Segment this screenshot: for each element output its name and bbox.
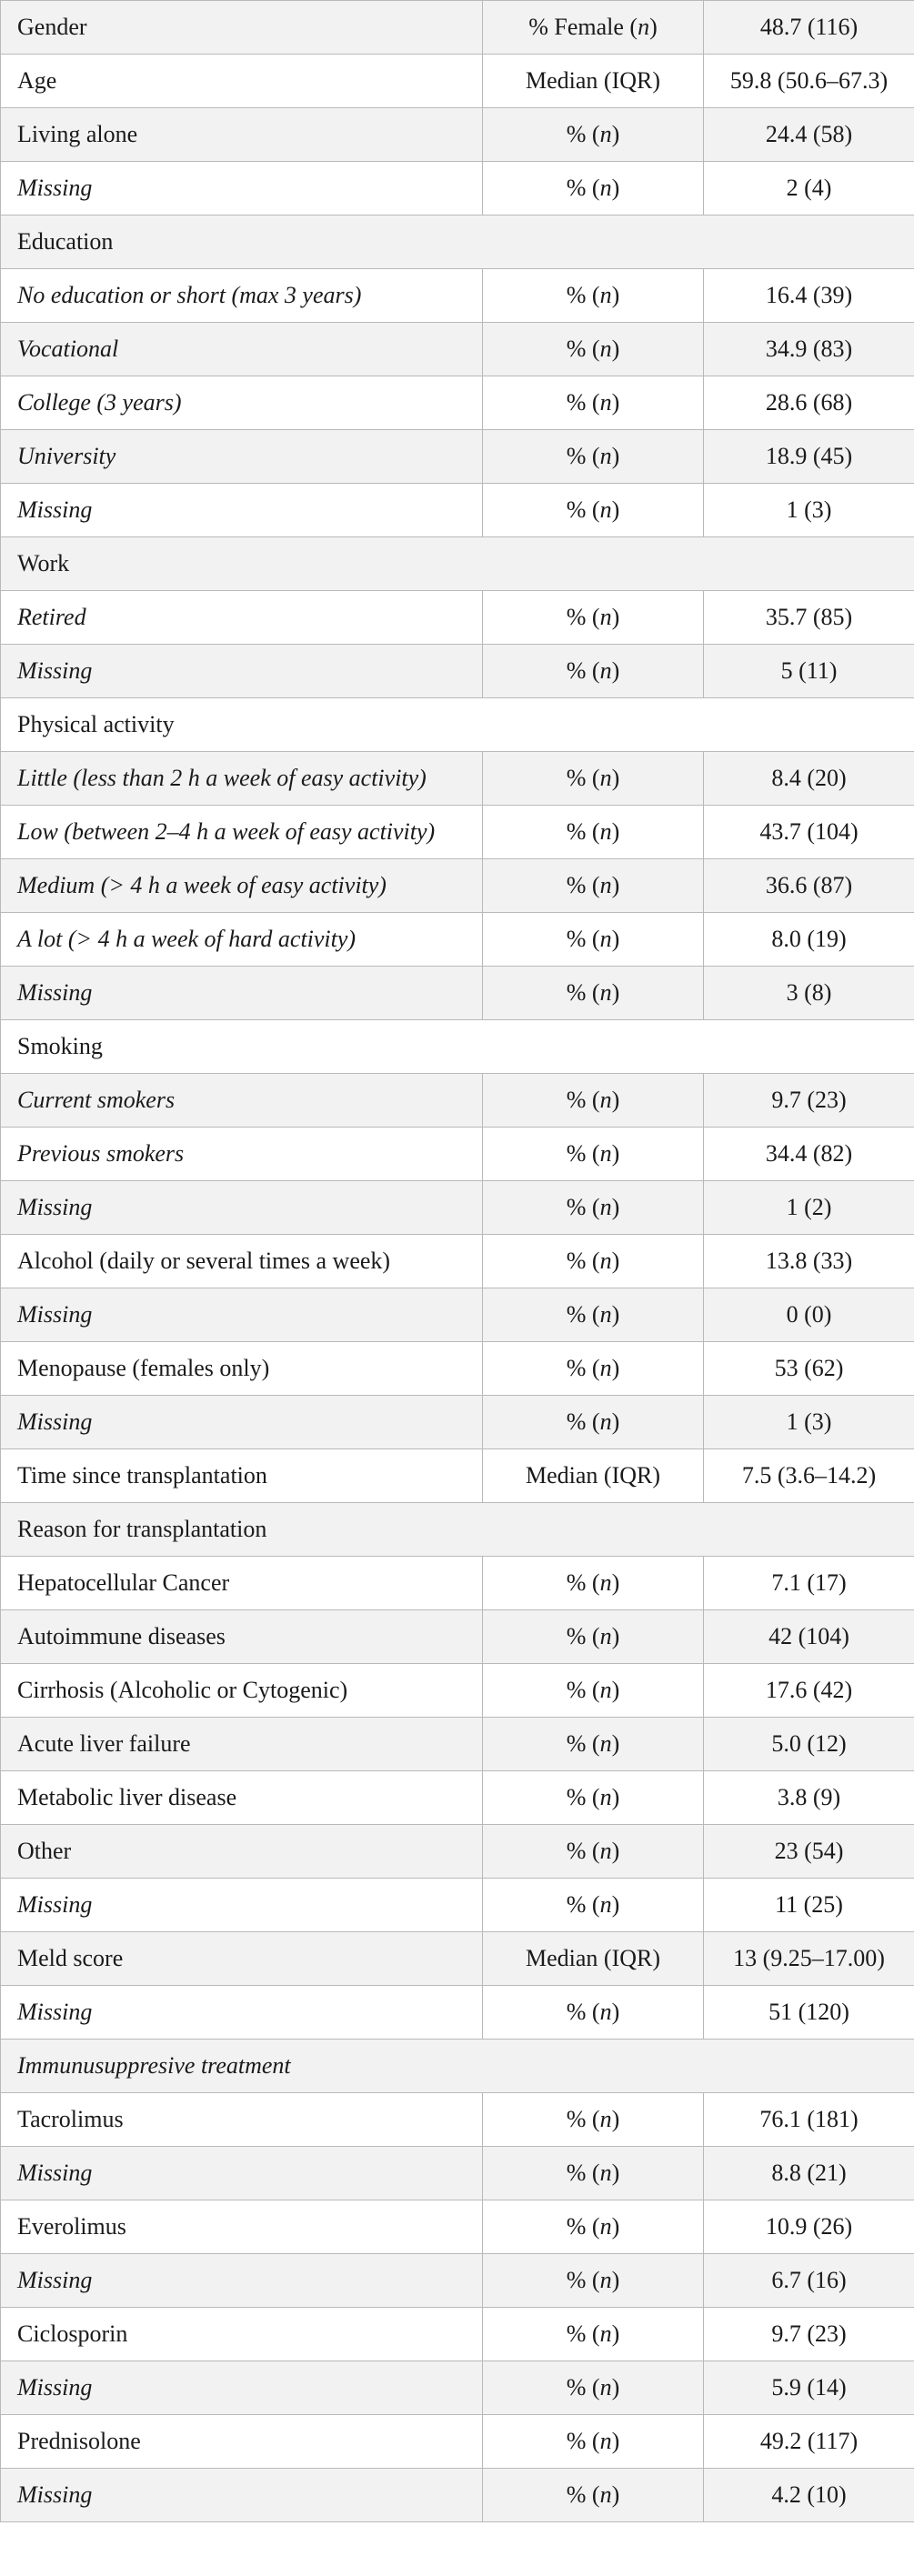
table-row bbox=[1, 162, 914, 216]
statistic-close: ) bbox=[611, 1677, 620, 1703]
statistic-close: ) bbox=[611, 2320, 620, 2347]
table-row bbox=[1, 2308, 914, 2361]
statistic-text: % ( bbox=[566, 657, 600, 684]
statistic-n: n bbox=[599, 2320, 612, 2347]
variable-label-cell: No education or short (max 3 years) bbox=[1, 269, 483, 323]
statistic-close: ) bbox=[611, 1999, 620, 2025]
statistic-text: % ( bbox=[566, 121, 600, 147]
statistic-text: % ( bbox=[566, 1891, 600, 1918]
statistic-text: % ( bbox=[566, 1301, 600, 1328]
statistic-n: n bbox=[599, 604, 612, 630]
statistic-n: n bbox=[599, 1677, 612, 1703]
value-cell: 51 (120) bbox=[704, 1986, 914, 2040]
table-row bbox=[1, 269, 914, 323]
statistic-n: n bbox=[599, 2481, 612, 2508]
value-cell: 7.5 (3.6–14.2) bbox=[704, 1449, 914, 1503]
value-cell: 13 (9.25–17.00) bbox=[704, 1932, 914, 1986]
variable-label-cell: Current smokers bbox=[1, 1074, 483, 1128]
section-header-cell: Work bbox=[1, 537, 914, 591]
statistic-text: % ( bbox=[566, 1730, 600, 1757]
statistic-cell bbox=[483, 913, 704, 967]
statistic-text: % ( bbox=[566, 604, 600, 630]
statistic-close: ) bbox=[649, 14, 658, 40]
statistic-close: ) bbox=[611, 1194, 620, 1220]
statistic-cell bbox=[483, 1610, 704, 1664]
variable-label-cell: Missing bbox=[1, 1288, 483, 1342]
variable-label-cell: Missing bbox=[1, 2361, 483, 2415]
statistic-cell bbox=[483, 1879, 704, 1932]
table-row bbox=[1, 2040, 914, 2093]
statistic-cell bbox=[483, 2200, 704, 2254]
statistic-close: ) bbox=[611, 1355, 620, 1381]
statistic-text: Median (IQR) bbox=[525, 1945, 660, 1971]
statistic-text: % ( bbox=[566, 2160, 600, 2186]
statistic-n: n bbox=[599, 1999, 612, 2025]
variable-label-cell: Hepatocellular Cancer bbox=[1, 1557, 483, 1610]
statistic-close: ) bbox=[611, 282, 620, 308]
statistic-n: n bbox=[599, 1891, 612, 1918]
statistic-cell bbox=[483, 2093, 704, 2147]
statistic-close: ) bbox=[611, 443, 620, 469]
statistic-cell bbox=[483, 2415, 704, 2469]
value-cell: 18.9 (45) bbox=[704, 430, 914, 484]
table-row bbox=[1, 1235, 914, 1288]
statistic-close: ) bbox=[611, 604, 620, 630]
value-cell: 11 (25) bbox=[704, 1879, 914, 1932]
table-row bbox=[1, 1557, 914, 1610]
value-cell: 2 (4) bbox=[704, 162, 914, 216]
value-cell: 3.8 (9) bbox=[704, 1771, 914, 1825]
section-header-cell: Reason for transplantation bbox=[1, 1503, 914, 1557]
statistic-close: ) bbox=[611, 1087, 620, 1113]
variable-label-cell: Missing bbox=[1, 2469, 483, 2522]
statistic-n: n bbox=[599, 1301, 612, 1328]
table-row bbox=[1, 1503, 914, 1557]
statistic-text: % ( bbox=[566, 818, 600, 845]
variable-label-cell: Cirrhosis (Alcoholic or Cytogenic) bbox=[1, 1664, 483, 1718]
statistic-close: ) bbox=[611, 389, 620, 416]
value-cell: 59.8 (50.6–67.3) bbox=[704, 55, 914, 108]
statistic-text: % ( bbox=[566, 1194, 600, 1220]
statistic-text: % ( bbox=[566, 765, 600, 791]
table-row bbox=[1, 1610, 914, 1664]
variable-label-cell: Acute liver failure bbox=[1, 1718, 483, 1771]
value-cell: 16.4 (39) bbox=[704, 269, 914, 323]
table-row bbox=[1, 1181, 914, 1235]
value-cell: 34.4 (82) bbox=[704, 1128, 914, 1181]
statistic-cell bbox=[483, 430, 704, 484]
table-row bbox=[1, 1986, 914, 2040]
statistic-text: % ( bbox=[566, 2213, 600, 2240]
variable-label-cell: Alcohol (daily or several times a week) bbox=[1, 1235, 483, 1288]
value-cell: 24.4 (58) bbox=[704, 108, 914, 162]
statistic-n: n bbox=[599, 282, 612, 308]
statistic-n: n bbox=[599, 1087, 612, 1113]
variable-label-cell: Missing bbox=[1, 1986, 483, 2040]
value-cell: 0 (0) bbox=[704, 1288, 914, 1342]
statistic-cell bbox=[483, 1396, 704, 1449]
statistic-close: ) bbox=[611, 1140, 620, 1167]
value-cell: 5.9 (14) bbox=[704, 2361, 914, 2415]
statistic-cell bbox=[483, 806, 704, 859]
statistic-text: % ( bbox=[566, 979, 600, 1006]
table-row bbox=[1, 108, 914, 162]
statistic-close: ) bbox=[611, 2481, 620, 2508]
statistic-text: % ( bbox=[566, 282, 600, 308]
value-cell: 8.4 (20) bbox=[704, 752, 914, 806]
value-cell: 28.6 (68) bbox=[704, 376, 914, 430]
statistic-close: ) bbox=[611, 1623, 620, 1649]
variable-label-cell: Autoimmune diseases bbox=[1, 1610, 483, 1664]
table-row bbox=[1, 1128, 914, 1181]
table-row bbox=[1, 2361, 914, 2415]
variable-label-cell: Meld score bbox=[1, 1932, 483, 1986]
statistic-text: % Female ( bbox=[528, 14, 638, 40]
value-cell: 35.7 (85) bbox=[704, 591, 914, 645]
value-cell: 17.6 (42) bbox=[704, 1664, 914, 1718]
statistic-cell bbox=[483, 376, 704, 430]
statistic-text: % ( bbox=[566, 1999, 600, 2025]
table-row bbox=[1, 323, 914, 376]
value-cell: 5.0 (12) bbox=[704, 1718, 914, 1771]
statistic-close: ) bbox=[611, 1248, 620, 1274]
variable-label-cell: Missing bbox=[1, 645, 483, 698]
value-cell: 9.7 (23) bbox=[704, 2308, 914, 2361]
variable-label-cell: Missing bbox=[1, 484, 483, 537]
statistic-text: % ( bbox=[566, 926, 600, 952]
statistic-text: % ( bbox=[566, 1623, 600, 1649]
value-cell: 3 (8) bbox=[704, 967, 914, 1020]
statistic-n: n bbox=[599, 1194, 612, 1220]
variable-label-cell: Little (less than 2 h a week of easy activity) bbox=[1, 752, 483, 806]
table-row bbox=[1, 484, 914, 537]
variable-label-cell: Prednisolone bbox=[1, 2415, 483, 2469]
table-row bbox=[1, 1879, 914, 1932]
statistic-n: n bbox=[599, 2213, 612, 2240]
statistic-text: % ( bbox=[566, 872, 600, 898]
variable-label-cell: Time since transplantation bbox=[1, 1449, 483, 1503]
statistic-cell bbox=[483, 1664, 704, 1718]
statistic-cell bbox=[483, 323, 704, 376]
statistic-cell bbox=[483, 1235, 704, 1288]
value-cell: 34.9 (83) bbox=[704, 323, 914, 376]
section-header-cell: Education bbox=[1, 216, 914, 269]
value-cell: 5 (11) bbox=[704, 645, 914, 698]
value-cell: 36.6 (87) bbox=[704, 859, 914, 913]
section-header-cell: Smoking bbox=[1, 1020, 914, 1074]
statistic-cell bbox=[483, 1288, 704, 1342]
table-row bbox=[1, 859, 914, 913]
table-row bbox=[1, 2469, 914, 2522]
statistic-close: ) bbox=[611, 1301, 620, 1328]
table-row bbox=[1, 2254, 914, 2308]
value-cell: 1 (2) bbox=[704, 1181, 914, 1235]
table-row bbox=[1, 1342, 914, 1396]
table-row bbox=[1, 806, 914, 859]
statistic-n: n bbox=[599, 1355, 612, 1381]
statistic-text: % ( bbox=[566, 1569, 600, 1596]
statistic-n: n bbox=[599, 818, 612, 845]
statistic-close: ) bbox=[611, 2374, 620, 2401]
statistic-n: n bbox=[599, 2428, 612, 2454]
statistic-cell bbox=[483, 2469, 704, 2522]
value-cell: 48.7 (116) bbox=[704, 1, 914, 55]
section-header-cell: Physical activity bbox=[1, 698, 914, 752]
variable-label-cell: Other bbox=[1, 1825, 483, 1879]
statistic-text: % ( bbox=[566, 389, 600, 416]
statistic-cell bbox=[483, 1718, 704, 1771]
value-cell: 8.8 (21) bbox=[704, 2147, 914, 2200]
statistic-n: n bbox=[599, 657, 612, 684]
statistic-text: % ( bbox=[566, 1784, 600, 1810]
variable-label-cell: Missing bbox=[1, 1879, 483, 1932]
value-cell: 23 (54) bbox=[704, 1825, 914, 1879]
statistic-n: n bbox=[599, 496, 612, 523]
value-cell: 49.2 (117) bbox=[704, 2415, 914, 2469]
variable-label-cell: Metabolic liver disease bbox=[1, 1771, 483, 1825]
statistic-text: % ( bbox=[566, 2267, 600, 2293]
section-header-cell: Immunusuppresive treatment bbox=[1, 2040, 914, 2093]
statistic-cell bbox=[483, 55, 704, 108]
statistic-cell bbox=[483, 162, 704, 216]
statistic-cell bbox=[483, 2361, 704, 2415]
statistic-text: % ( bbox=[566, 2481, 600, 2508]
variable-label-cell: Menopause (females only) bbox=[1, 1342, 483, 1396]
table-row bbox=[1, 1288, 914, 1342]
variable-label-cell: Vocational bbox=[1, 323, 483, 376]
statistic-close: ) bbox=[611, 926, 620, 952]
statistic-close: ) bbox=[611, 1408, 620, 1435]
statistic-close: ) bbox=[611, 2213, 620, 2240]
statistic-cell bbox=[483, 1557, 704, 1610]
statistic-close: ) bbox=[611, 1838, 620, 1864]
variable-label-cell: A lot (> 4 h a week of hard activity) bbox=[1, 913, 483, 967]
statistic-cell bbox=[483, 752, 704, 806]
table-row bbox=[1, 913, 914, 967]
table-row bbox=[1, 216, 914, 269]
variable-label-cell: Age bbox=[1, 55, 483, 108]
statistic-n: n bbox=[599, 1623, 612, 1649]
statistic-close: ) bbox=[611, 336, 620, 362]
variable-label-cell: University bbox=[1, 430, 483, 484]
statistic-cell bbox=[483, 1342, 704, 1396]
statistic-cell bbox=[483, 967, 704, 1020]
table-row bbox=[1, 698, 914, 752]
statistic-cell bbox=[483, 1, 704, 55]
statistic-n: n bbox=[599, 2374, 612, 2401]
statistic-close: ) bbox=[611, 1569, 620, 1596]
statistic-cell bbox=[483, 269, 704, 323]
statistic-n: n bbox=[599, 979, 612, 1006]
statistic-close: ) bbox=[611, 2160, 620, 2186]
statistic-close: ) bbox=[611, 818, 620, 845]
statistic-n: n bbox=[599, 1408, 612, 1435]
statistic-n: n bbox=[599, 1838, 612, 1864]
statistic-n: n bbox=[599, 175, 612, 201]
table-row bbox=[1, 55, 914, 108]
statistic-text: % ( bbox=[566, 175, 600, 201]
variable-label-cell: Missing bbox=[1, 1396, 483, 1449]
value-cell: 53 (62) bbox=[704, 1342, 914, 1396]
statistic-n: n bbox=[599, 1140, 612, 1167]
value-cell: 9.7 (23) bbox=[704, 1074, 914, 1128]
value-cell: 13.8 (33) bbox=[704, 1235, 914, 1288]
statistic-text: % ( bbox=[566, 336, 600, 362]
variable-label-cell: Ciclosporin bbox=[1, 2308, 483, 2361]
statistic-cell bbox=[483, 484, 704, 537]
statistic-cell bbox=[483, 591, 704, 645]
statistic-text: % ( bbox=[566, 1677, 600, 1703]
statistic-n: n bbox=[599, 1784, 612, 1810]
variable-label-cell: Retired bbox=[1, 591, 483, 645]
statistic-cell bbox=[483, 2308, 704, 2361]
statistic-close: ) bbox=[611, 121, 620, 147]
table-row bbox=[1, 2093, 914, 2147]
table-row bbox=[1, 752, 914, 806]
statistic-cell bbox=[483, 1932, 704, 1986]
statistic-close: ) bbox=[611, 1891, 620, 1918]
variable-label-cell: Previous smokers bbox=[1, 1128, 483, 1181]
statistic-cell bbox=[483, 2254, 704, 2308]
variable-label-cell: Medium (> 4 h a week of easy activity) bbox=[1, 859, 483, 913]
statistic-close: ) bbox=[611, 2267, 620, 2293]
value-cell: 42 (104) bbox=[704, 1610, 914, 1664]
statistic-close: ) bbox=[611, 657, 620, 684]
statistic-n: n bbox=[599, 2267, 612, 2293]
table-row bbox=[1, 2147, 914, 2200]
statistic-n: n bbox=[599, 336, 612, 362]
variable-label-cell: College (3 years) bbox=[1, 376, 483, 430]
statistic-cell bbox=[483, 645, 704, 698]
statistic-text: % ( bbox=[566, 2320, 600, 2347]
statistic-text: % ( bbox=[566, 2374, 600, 2401]
table-row bbox=[1, 430, 914, 484]
statistic-n: n bbox=[599, 765, 612, 791]
statistic-cell bbox=[483, 1074, 704, 1128]
table-row bbox=[1, 1771, 914, 1825]
table-row bbox=[1, 645, 914, 698]
value-cell: 6.7 (16) bbox=[704, 2254, 914, 2308]
table-row bbox=[1, 591, 914, 645]
variable-label-cell: Missing bbox=[1, 2147, 483, 2200]
statistic-text: % ( bbox=[566, 443, 600, 469]
table-row bbox=[1, 1396, 914, 1449]
table-row bbox=[1, 1074, 914, 1128]
statistic-n: n bbox=[599, 1248, 612, 1274]
statistic-close: ) bbox=[611, 872, 620, 898]
statistic-n: n bbox=[599, 2106, 612, 2132]
statistic-text: % ( bbox=[566, 1140, 600, 1167]
variable-label-cell: Gender bbox=[1, 1, 483, 55]
statistic-close: ) bbox=[611, 1730, 620, 1757]
table-row bbox=[1, 376, 914, 430]
statistic-close: ) bbox=[611, 175, 620, 201]
value-cell: 7.1 (17) bbox=[704, 1557, 914, 1610]
statistic-n: n bbox=[638, 14, 650, 40]
value-cell: 4.2 (10) bbox=[704, 2469, 914, 2522]
statistic-text: % ( bbox=[566, 496, 600, 523]
variable-label-cell: Missing bbox=[1, 1181, 483, 1235]
table-body bbox=[1, 1, 914, 2522]
value-cell: 10.9 (26) bbox=[704, 2200, 914, 2254]
statistic-n: n bbox=[599, 926, 612, 952]
variable-label-cell: Low (between 2–4 h a week of easy activity) bbox=[1, 806, 483, 859]
statistic-text: % ( bbox=[566, 1838, 600, 1864]
statistic-n: n bbox=[599, 121, 612, 147]
statistic-n: n bbox=[599, 1569, 612, 1596]
variable-label-cell: Living alone bbox=[1, 108, 483, 162]
statistic-close: ) bbox=[611, 765, 620, 791]
statistic-text: % ( bbox=[566, 2428, 600, 2454]
statistic-n: n bbox=[599, 443, 612, 469]
value-cell: 1 (3) bbox=[704, 1396, 914, 1449]
statistic-text: % ( bbox=[566, 1355, 600, 1381]
table-row bbox=[1, 967, 914, 1020]
statistic-n: n bbox=[599, 2160, 612, 2186]
statistic-text: % ( bbox=[566, 1248, 600, 1274]
statistic-close: ) bbox=[611, 1784, 620, 1810]
variable-label-cell: Missing bbox=[1, 2254, 483, 2308]
statistic-close: ) bbox=[611, 979, 620, 1006]
statistic-cell bbox=[483, 859, 704, 913]
variable-label-cell: Tacrolimus bbox=[1, 2093, 483, 2147]
statistic-cell bbox=[483, 1128, 704, 1181]
variable-label-cell: Missing bbox=[1, 967, 483, 1020]
table-row bbox=[1, 2200, 914, 2254]
value-cell: 8.0 (19) bbox=[704, 913, 914, 967]
statistic-text: % ( bbox=[566, 1087, 600, 1113]
statistic-cell bbox=[483, 1181, 704, 1235]
statistic-n: n bbox=[599, 389, 612, 416]
table-row bbox=[1, 1718, 914, 1771]
statistic-close: ) bbox=[611, 2428, 620, 2454]
table-row bbox=[1, 537, 914, 591]
statistic-close: ) bbox=[611, 496, 620, 523]
statistic-cell bbox=[483, 108, 704, 162]
statistic-text: Median (IQR) bbox=[525, 67, 660, 94]
statistic-text: % ( bbox=[566, 2106, 600, 2132]
table-row bbox=[1, 1449, 914, 1503]
statistic-cell bbox=[483, 1449, 704, 1503]
value-cell: 76.1 (181) bbox=[704, 2093, 914, 2147]
statistic-text: Median (IQR) bbox=[525, 1462, 660, 1488]
table-row bbox=[1, 1932, 914, 1986]
variable-label-cell: Missing bbox=[1, 162, 483, 216]
table-row bbox=[1, 1, 914, 55]
variable-label-cell: Everolimus bbox=[1, 2200, 483, 2254]
table-row bbox=[1, 2415, 914, 2469]
value-cell: 43.7 (104) bbox=[704, 806, 914, 859]
table-row bbox=[1, 1664, 914, 1718]
table-row bbox=[1, 1825, 914, 1879]
statistic-cell bbox=[483, 1986, 704, 2040]
statistic-cell bbox=[483, 1825, 704, 1879]
statistic-text: % ( bbox=[566, 1408, 600, 1435]
statistic-close: ) bbox=[611, 2106, 620, 2132]
statistic-cell bbox=[483, 1771, 704, 1825]
statistic-n: n bbox=[599, 872, 612, 898]
statistic-n: n bbox=[599, 1730, 612, 1757]
value-cell: 1 (3) bbox=[704, 484, 914, 537]
table-row bbox=[1, 1020, 914, 1074]
statistic-cell bbox=[483, 2147, 704, 2200]
